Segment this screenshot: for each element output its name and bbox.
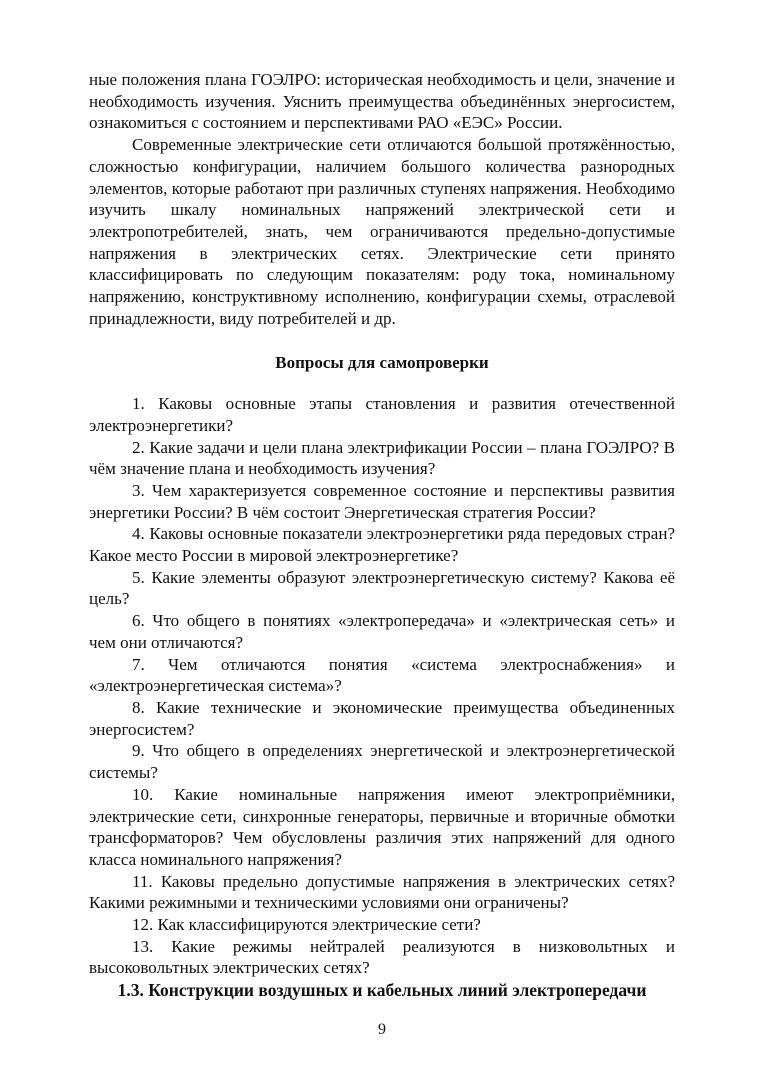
question-item: 5. Какие элементы образуют электроэнергетическую систему? Какова её цель? (89, 567, 675, 609)
questions-heading: Вопросы для самопроверки (275, 353, 489, 373)
page-body (89, 69, 675, 1002)
question-item: 11. Каковы предельно допустимые напряжения в электрических сетях? Какими режимными и техническими условиями они ограничены? (89, 871, 675, 913)
question-item: 13. Какие режимы нейтралей реализуются в низковольтных и высоковольтных электрических сетях? (89, 936, 675, 978)
question-item: 7. Чем отличаются понятия «система электроснабжения» и «электроэнергетическая система»? (89, 654, 675, 696)
question-item: 2. Какие задачи и цели плана электрификации России – плана ГОЭЛРО? В чём значение плана и необходимость изучения? (89, 437, 675, 479)
section-title: 1.3. Конструкции воздушных и кабельных линий электропередачи (117, 980, 647, 1001)
intro-paragraph-1: ные положения плана ГОЭЛРО: историческая необходимость и цели, значение и необходимость изучения. Уяснить преимущества объединённых энергосистем, ознакомиться с состоянием и перспективами РАО «ЕЭС» России. (89, 70, 675, 133)
question-item: 3. Чем характеризуется современное состояние и перспективы развития энергетики России? В чём состоит Энергетическая стратегия России? (89, 480, 675, 522)
intro-paragraph-2: Современные электрические сети отличаются большой протяжённостью, сложностью конфигурации, наличием большого количества разнородных элементов, которые работают при различных ступенях напряжения. Необходимо изучить шкалу номинальных напряжений электрической сети и электропотребителей, знать, чем ограничиваются предельно-допустимые напряжения в электрических сетях. Электрические сети принято классифицировать по следующим показателям: роду тока, номинальному напряжению, конструктивному исполнению, конфигурации схемы, отраслевой принадлежности, виду потребителей и др. (89, 135, 675, 328)
question-item: 4. Каковы основные показатели электроэнергетики ряда передовых стран? Какое место России в мировой электроэнергетике? (89, 524, 675, 566)
page-number: 9 (378, 1021, 386, 1038)
question-item: 10. Какие номинальные напряжения имеют электроприёмники, электрические сети, синхронные генераторы, первичные и вторичные обмотки трансформаторов? Чем обусловлены различия этих напряжений для одного класса номинального напряжения? (89, 784, 675, 869)
question-item: 1. Каковы основные этапы становления и развития отечественной электроэнергетики? (89, 394, 675, 435)
question-item: 9. Что общего в определениях энергетической и электроэнергетической системы? (89, 741, 675, 783)
question-item: 8. Какие технические и экономические преимущества объединенных энергосистем? (89, 697, 675, 739)
question-item: 12. Как классифицируются электрические сети? (132, 915, 481, 935)
question-item: 6. Что общего в понятиях «электропередача» и «электрическая сеть» и чем они отличаются? (89, 611, 675, 652)
